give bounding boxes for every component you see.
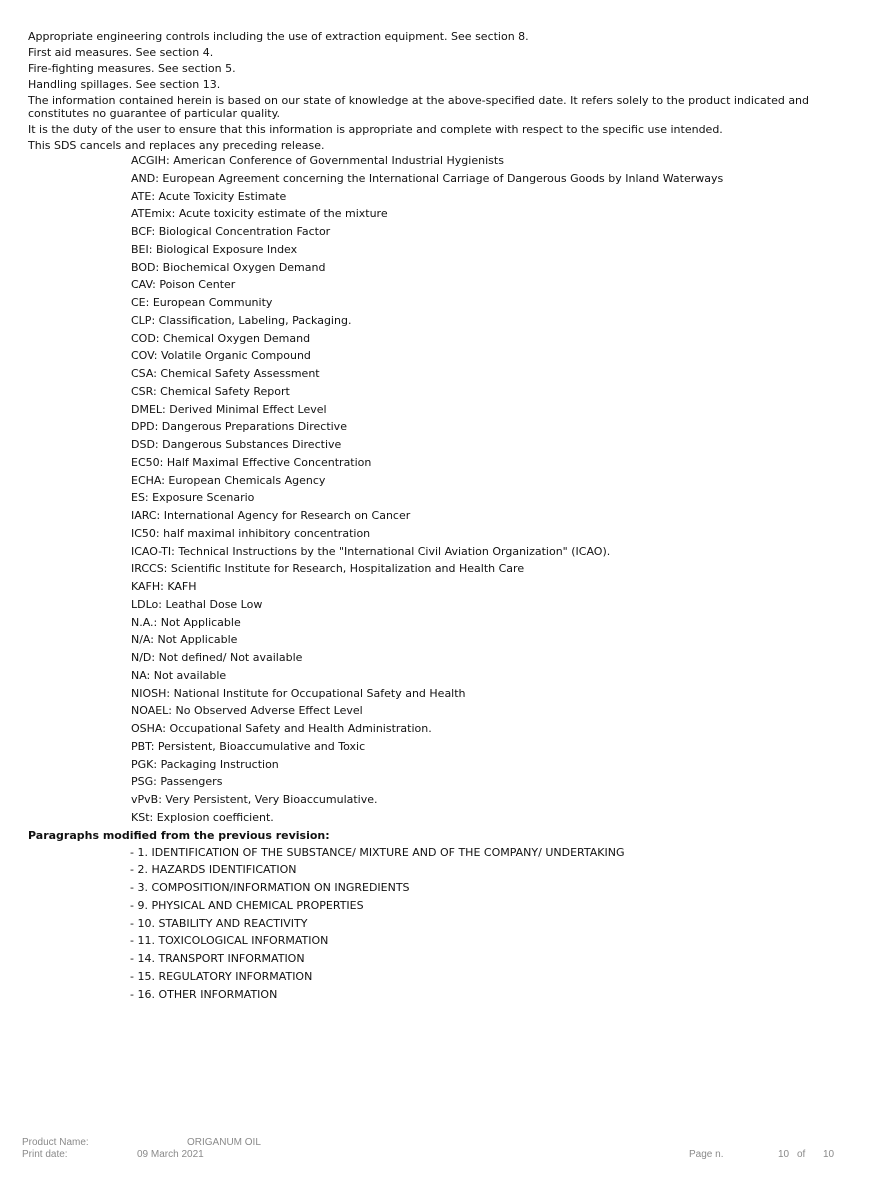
abbreviation-item: DSD: Dangerous Substances Directive	[131, 438, 342, 451]
print-date-value: 09 March 2021	[137, 1149, 204, 1160]
intro-line-fire-fighting: Fire-fighting measures. See section 5.	[28, 62, 236, 75]
abbreviation-item: CE: European Community	[131, 296, 273, 309]
intro-line-first-aid: First aid measures. See section 4.	[28, 46, 214, 59]
abbreviation-item: ACGIH: American Conference of Governmental Industrial Hygienists	[131, 154, 504, 167]
abbreviation-item: ECHA: European Chemicals Agency	[131, 473, 326, 487]
footer-print-row	[22, 1149, 842, 1161]
abbreviation-item: DMEL: Derived Minimal Effect Level	[131, 402, 327, 416]
abbreviation-item: BOD: Biochemical Oxygen Demand	[131, 260, 326, 274]
revision-item: - 1. IDENTIFICATION OF THE SUBSTANCE/ MIXTURE AND OF THE COMPANY/ UNDERTAKING	[130, 845, 625, 859]
page-of: of	[797, 1149, 806, 1160]
abbreviation-item: vPvB: Very Persistent, Very Bioaccumulative.	[131, 793, 378, 806]
abbreviation-item: IRCCS: Scientific Institute for Research, Hospitalization and Health Care	[131, 562, 525, 576]
abbreviation-item: KAFH: KAFH	[131, 580, 197, 593]
intro-line-engineering-controls: Appropriate engineering controls including the use of extraction equipment. See section 8.	[28, 30, 529, 43]
abbreviation-item: CSA: Chemical Safety Assessment	[131, 367, 320, 380]
abbreviation-item: EC50: Half Maximal Effective Concentration	[131, 455, 372, 469]
revision-item: - 10. STABILITY AND REACTIVITY	[130, 916, 308, 930]
product-name-value: ORIGANUM OIL	[187, 1137, 261, 1148]
revision-item: - 14. TRANSPORT INFORMATION	[130, 952, 305, 966]
revision-item: - 11. TOXICOLOGICAL INFORMATION	[130, 934, 329, 948]
abbreviation-item: CLP: Classification, Labeling, Packaging.	[131, 313, 352, 327]
revision-item: - 2. HAZARDS IDENTIFICATION	[130, 863, 297, 877]
abbreviation-item: CAV: Poison Center	[131, 278, 236, 292]
abbreviation-item: N/A: Not Applicable	[131, 633, 238, 647]
abbreviation-item: PSG: Passengers	[131, 775, 223, 789]
abbreviation-item: BCF: Biological Concentration Factor	[131, 225, 331, 238]
abbreviation-item: NOAEL: No Observed Adverse Effect Level	[131, 704, 363, 718]
abbreviation-item: OSHA: Occupational Safety and Health Administration.	[131, 722, 432, 735]
print-date-label: Print date:	[22, 1149, 68, 1160]
abbreviation-item: ES: Exposure Scenario	[131, 491, 255, 505]
abbreviation-item: ATEmix: Acute toxicity estimate of the mixture	[131, 207, 388, 221]
abbreviation-item: COV: Volatile Organic Compound	[131, 349, 311, 363]
abbreviation-item: N.A.: Not Applicable	[131, 615, 241, 629]
abbreviation-item: KSt: Explosion coefficient.	[131, 810, 274, 824]
abbreviation-item: ATE: Acute Toxicity Estimate	[131, 189, 287, 203]
abbreviation-item: IC50: half maximal inhibitory concentration	[131, 526, 371, 540]
revision-heading: Paragraphs modified from the previous revision:	[28, 828, 330, 842]
intro-line-spillages: Handling spillages. See section 13.	[28, 78, 221, 91]
intro-line-user-duty: It is the duty of the user to ensure that this information is appropriate and complete with respect to the specific use intended.	[28, 123, 723, 136]
footer-product-row	[22, 1137, 842, 1149]
intro-line-sds-cancels: This SDS cancels and replaces any preceding release.	[28, 139, 325, 152]
abbreviation-item: ICAO-TI: Technical Instructions by the "International Civil Aviation Organization" (ICAO).	[131, 544, 611, 558]
document-body	[28, 30, 843, 1004]
revision-item: - 9. PHYSICAL AND CHEMICAL PROPERTIES	[130, 898, 364, 912]
abbreviations-list	[131, 152, 843, 827]
page-footer	[22, 1137, 842, 1161]
revision-list	[130, 844, 843, 1004]
abbreviation-item: N/D: Not defined/ Not available	[131, 651, 303, 664]
revision-item: - 16. OTHER INFORMATION	[130, 987, 278, 1001]
abbreviation-item: CSR: Chemical Safety Report	[131, 384, 290, 398]
abbreviation-item: LDLo: Leathal Dose Low	[131, 597, 263, 611]
abbreviation-item: COD: Chemical Oxygen Demand	[131, 331, 311, 345]
intro-line-disclaimer: The information contained herein is based on our state of knowledge at the above-specified date. It refers solely to the product indicated and constitutes no guarantee of particular quality.	[28, 94, 810, 120]
product-name-label: Product Name:	[22, 1137, 89, 1148]
abbreviation-item: AND: European Agreement concerning the International Carriage of Dangerous Goods by Inland Waterways	[131, 171, 724, 185]
page-total: 10	[823, 1149, 835, 1160]
abbreviation-item: IARC: International Agency for Research on Cancer	[131, 509, 411, 522]
abbreviation-item: PGK: Packaging Instruction	[131, 757, 279, 771]
abbreviation-item: DPD: Dangerous Preparations Directive	[131, 420, 347, 434]
page-number-label: Page n.	[689, 1149, 724, 1160]
abbreviation-item: PBT: Persistent, Bioaccumulative and Toxic	[131, 739, 366, 753]
revision-item: - 3. COMPOSITION/INFORMATION ON INGREDIENTS	[130, 881, 410, 895]
revision-item: - 15. REGULATORY INFORMATION	[130, 970, 313, 984]
abbreviation-item: NA: Not available	[131, 668, 227, 682]
page-current: 10	[778, 1149, 790, 1160]
abbreviation-item: NIOSH: National Institute for Occupational Safety and Health	[131, 686, 466, 700]
abbreviation-item: BEI: Biological Exposure Index	[131, 242, 298, 256]
